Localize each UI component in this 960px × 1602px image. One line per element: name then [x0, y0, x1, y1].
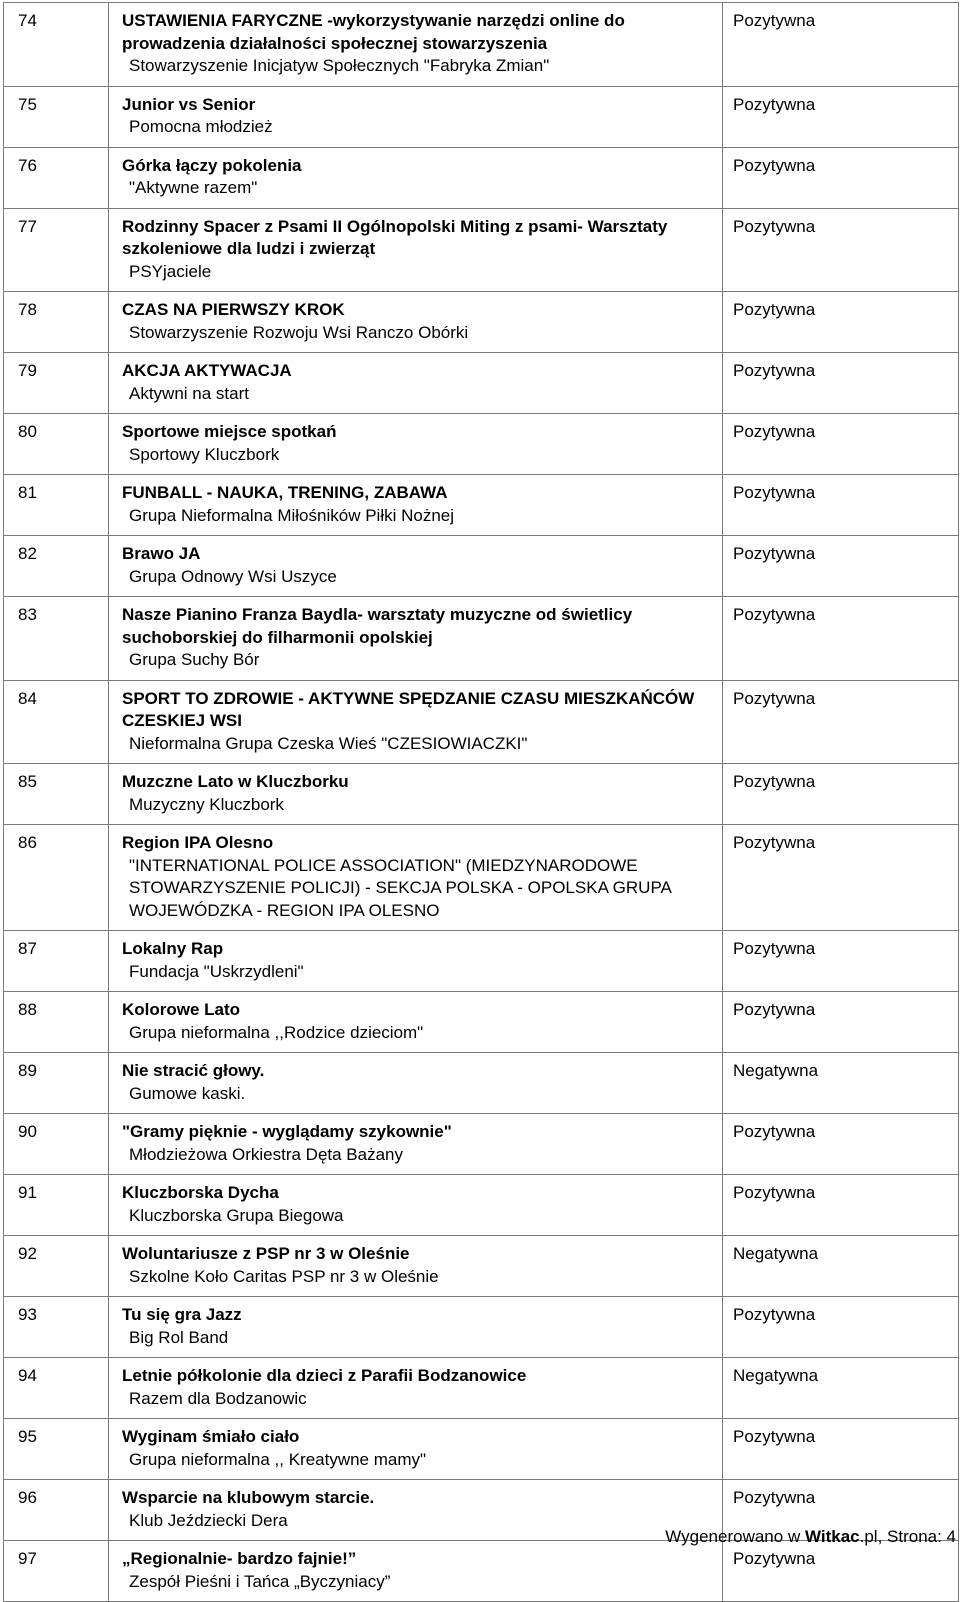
table-row: [4, 414, 959, 475]
row-number: 78: [4, 292, 109, 353]
project-cell: [109, 1419, 723, 1480]
evaluation-result: Pozytywna: [723, 680, 959, 764]
evaluation-result: Pozytywna: [723, 86, 959, 147]
organization-name: "INTERNATIONAL POLICE ASSOCIATION" (MIEDZYNARODOWE STOWARZYSZENIE POLICJI) - SEKCJA POLSKA - OPOLSKA GRUPA WOJEWÓDZKA - REGION IPA OLESNO: [129, 855, 671, 920]
row-number: 88: [4, 992, 109, 1053]
project-title: AKCJA AKTYWACJA: [122, 361, 292, 380]
evaluation-result: Pozytywna: [723, 353, 959, 414]
table-row: [4, 292, 959, 353]
row-number: 93: [4, 1297, 109, 1358]
row-number: 83: [4, 597, 109, 681]
row-number: 84: [4, 680, 109, 764]
project-cell: [109, 475, 723, 536]
table-row: [4, 475, 959, 536]
organization-name: Grupa Nieformalna Miłośników Piłki Nożnej: [129, 505, 455, 525]
evaluation-result: Pozytywna: [723, 536, 959, 597]
project-cell: [109, 1236, 723, 1297]
evaluation-result: Pozytywna: [723, 414, 959, 475]
organization-name: Big Rol Band: [129, 1327, 229, 1347]
project-cell: [109, 1297, 723, 1358]
project-title: Kolorowe Lato: [122, 1000, 241, 1019]
row-number: 75: [4, 86, 109, 147]
organization-name: Stowarzyszenie Inicjatyw Społecznych "Fabryka Zmian": [129, 56, 550, 75]
project-title: Nasze Pianino Franza Baydla- warsztaty muzyczne od świetlicy suchoborskiej do filharmonii opolskiej: [122, 605, 633, 647]
table-row: [4, 764, 959, 825]
evaluation-result: Negatywna: [723, 1053, 959, 1114]
evaluation-result: Negatywna: [723, 1358, 959, 1419]
project-title: FUNBALL - NAUKA, TRENING, ZABAWA: [122, 483, 448, 502]
project-title: USTAWIENIA FARYCZNE -wykorzystywanie narzędzi online do prowadzenia działalności społecznej stowarzyszenia: [122, 11, 625, 53]
project-cell: [109, 1053, 723, 1114]
evaluation-result: Pozytywna: [723, 931, 959, 992]
evaluation-result: Pozytywna: [723, 292, 959, 353]
table-row: [4, 208, 959, 292]
row-number: 81: [4, 475, 109, 536]
organization-name: Stowarzyszenie Rozwoju Wsi Ranczo Obórki: [129, 322, 469, 342]
organization-name: Pomocna młodzież: [129, 117, 273, 136]
project-cell: [109, 825, 723, 931]
project-title: Górka łączy pokolenia: [122, 155, 302, 175]
organization-name: Grupa nieformalna ,, Kreatywne mamy": [129, 1449, 427, 1469]
table-row: [4, 1419, 959, 1480]
table-row: [4, 1297, 959, 1358]
project-cell: [109, 931, 723, 992]
organization-name: Grupa Suchy Bór: [129, 650, 260, 669]
footer-suffix: .pl, Strona: 4: [859, 1527, 956, 1546]
project-cell: [109, 1175, 723, 1236]
project-title: Woluntariusze z PSP nr 3 w Oleśnie: [122, 1244, 410, 1263]
organization-name: Młodzieżowa Orkiestra Dęta Bażany: [129, 1144, 404, 1164]
project-title: Sportowe miejsce spotkań: [122, 422, 337, 441]
organization-name: Zespół Pieśni i Tańca „Byczyniacy”: [129, 1571, 391, 1591]
project-title: Lokalny Rap: [122, 939, 224, 958]
evaluation-result: Pozytywna: [723, 825, 959, 931]
project-title: Nie stracić głowy.: [122, 1061, 265, 1080]
footer-brand: Witkac: [804, 1527, 860, 1546]
row-number: 87: [4, 931, 109, 992]
row-number: 86: [4, 825, 109, 931]
table-row: [4, 825, 959, 931]
project-cell: [109, 3, 723, 87]
project-title: CZAS NA PIERWSZY KROK: [122, 300, 345, 319]
table-row: [4, 1175, 959, 1236]
project-cell: [109, 764, 723, 825]
project-cell: [109, 86, 723, 147]
project-title: Rodzinny Spacer z Psami II Ogólnopolski Miting z psami- Warsztaty szkoleniowe dla ludzi i zwierząt: [122, 216, 668, 258]
table-row: [4, 86, 959, 147]
organization-name: Muzyczny Kluczbork: [129, 794, 284, 814]
project-title: Muzczne Lato w Kluczborku: [122, 772, 349, 791]
evaluation-result: Pozytywna: [723, 1480, 959, 1541]
row-number: 80: [4, 414, 109, 475]
page-footer: [665, 1527, 956, 1547]
evaluation-result: Pozytywna: [723, 147, 959, 208]
project-title: „Regionalnie- bardzo fajnie!”: [122, 1549, 357, 1568]
evaluation-result: Pozytywna: [723, 1114, 959, 1175]
table-row: [4, 1358, 959, 1419]
project-cell: [109, 292, 723, 353]
row-number: 94: [4, 1358, 109, 1419]
organization-name: Nieformalna Grupa Czeska Wieś "CZESIOWIACZKI": [129, 733, 528, 753]
evaluation-result: Pozytywna: [723, 597, 959, 681]
row-number: 82: [4, 536, 109, 597]
organization-name: Kluczborska Grupa Biegowa: [129, 1205, 344, 1225]
organization-name: PSYjaciele: [129, 261, 212, 281]
project-cell: [109, 1541, 723, 1602]
table-row: [4, 931, 959, 992]
evaluation-result: Pozytywna: [723, 208, 959, 292]
evaluation-result: Negatywna: [723, 1236, 959, 1297]
project-cell: [109, 992, 723, 1053]
project-title: SPORT TO ZDROWIE - AKTYWNE SPĘDZANIE CZASU MIESZKAŃCÓW CZESKIEJ WSI: [122, 688, 695, 730]
project-title: Brawo JA: [122, 544, 201, 563]
table-row: [4, 1053, 959, 1114]
row-number: 89: [4, 1053, 109, 1114]
evaluation-result: Pozytywna: [723, 1419, 959, 1480]
row-number: 95: [4, 1419, 109, 1480]
row-number: 79: [4, 353, 109, 414]
project-cell: [109, 208, 723, 292]
project-title: Letnie półkolonie dla dzieci z Parafii Bodzanowice: [122, 1366, 527, 1385]
footer-prefix: Wygenerowano w: [665, 1527, 805, 1546]
project-cell: [109, 1358, 723, 1419]
project-title: Region IPA Olesno: [122, 833, 274, 852]
project-cell: [109, 536, 723, 597]
table-row: [4, 353, 959, 414]
project-title: "Gramy pięknie - wyglądamy szykownie": [122, 1122, 452, 1141]
results-table-body: [4, 3, 959, 1602]
organization-name: Aktywni na start: [129, 383, 249, 403]
project-cell: [109, 680, 723, 764]
project-cell: [109, 1480, 723, 1541]
organization-name: Sportowy Kluczbork: [129, 444, 280, 464]
table-row: [4, 1114, 959, 1175]
organization-name: "Aktywne razem": [129, 178, 258, 197]
organization-name: Klub Jeździecki Dera: [129, 1510, 288, 1530]
row-number: 76: [4, 147, 109, 208]
project-cell: [109, 1114, 723, 1175]
evaluation-result: Pozytywna: [723, 475, 959, 536]
row-number: 74: [4, 3, 109, 87]
table-row: [4, 147, 959, 208]
evaluation-result: Pozytywna: [723, 992, 959, 1053]
table-row: [4, 1236, 959, 1297]
project-cell: [109, 414, 723, 475]
evaluation-result: Pozytywna: [723, 1541, 959, 1602]
evaluation-result: Pozytywna: [723, 3, 959, 87]
row-number: 91: [4, 1175, 109, 1236]
project-cell: [109, 147, 723, 208]
organization-name: Szkolne Koło Caritas PSP nr 3 w Oleśnie: [129, 1266, 439, 1286]
evaluation-result: Pozytywna: [723, 1297, 959, 1358]
table-row: [4, 3, 959, 87]
project-title: Kluczborska Dycha: [122, 1183, 279, 1202]
row-number: 90: [4, 1114, 109, 1175]
table-row: [4, 992, 959, 1053]
project-title: Wyginam śmiało ciało: [122, 1427, 300, 1446]
row-number: 96: [4, 1480, 109, 1541]
table-row: [4, 1541, 959, 1602]
organization-name: Gumowe kaski.: [129, 1083, 246, 1103]
organization-name: Grupa Odnowy Wsi Uszyce: [129, 566, 337, 586]
organization-name: Fundacja "Uskrzydleni": [129, 961, 304, 981]
project-title: Tu się gra Jazz: [122, 1305, 242, 1324]
project-title: Wsparcie na klubowym starcie.: [122, 1488, 375, 1507]
table-row: [4, 536, 959, 597]
table-row: [4, 680, 959, 764]
row-number: 77: [4, 208, 109, 292]
evaluation-result: Pozytywna: [723, 764, 959, 825]
row-number: 85: [4, 764, 109, 825]
evaluation-result: Pozytywna: [723, 1175, 959, 1236]
project-cell: [109, 353, 723, 414]
organization-name: Grupa nieformalna ,,Rodzice dzieciom": [129, 1022, 424, 1042]
results-table: [3, 2, 959, 1602]
row-number: 97: [4, 1541, 109, 1602]
project-cell: [109, 597, 723, 681]
row-number: 92: [4, 1236, 109, 1297]
organization-name: Razem dla Bodzanowic: [129, 1388, 307, 1408]
table-row: [4, 597, 959, 681]
project-title: Junior vs Senior: [122, 94, 256, 114]
